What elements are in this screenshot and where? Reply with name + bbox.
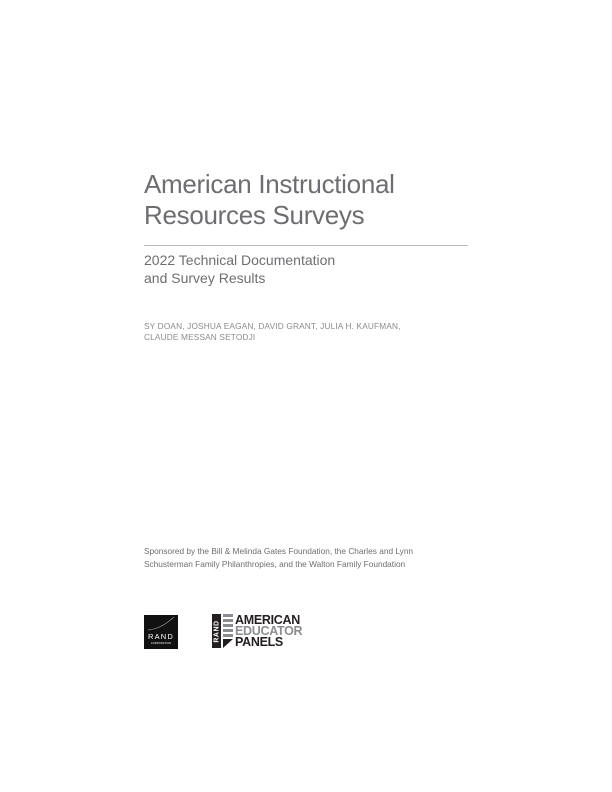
report-subtitle-line-2: and Survey Results — [144, 270, 266, 286]
aep-wordmark-educator: EDUCATOR — [235, 624, 303, 638]
report-subtitle — [144, 251, 464, 287]
author-list-line-1: SY DOAN, JOSHUA EAGAN, DAVID GRANT, JULIA H. KAUFMAN, — [144, 321, 401, 331]
author-list-line-2: CLAUDE MESSAN SETODJI — [144, 332, 256, 342]
aep-wordmark-american: AMERICAN — [235, 613, 300, 627]
aep-wordmark-panels: PANELS — [235, 635, 283, 649]
sponsor-statement-line-2: Schusterman Family Philanthropies, and the Walton Family Foundation — [144, 559, 406, 569]
report-title-line-1: American Instructional — [144, 169, 395, 199]
title-divider — [144, 245, 468, 246]
aep-rand-vertical-tab — [212, 614, 221, 648]
report-subtitle-line-1: 2022 Technical Documentation — [144, 252, 336, 268]
aep-rand-vertical-label: RAND — [213, 620, 221, 643]
author-list — [144, 321, 474, 343]
report-title — [144, 169, 484, 231]
aep-stripes-icon — [223, 614, 233, 648]
sponsor-statement-line-1: Sponsored by the Bill & Melinda Gates Foundation, the Charles and Lynn — [144, 546, 414, 556]
rand-corporation-label: CORPORATION — [150, 642, 172, 645]
rand-corporation-logo — [144, 615, 178, 649]
report-title-line-2: Resources Surveys — [144, 200, 365, 230]
sponsor-statement — [144, 545, 474, 571]
american-educator-panels-logo — [212, 614, 312, 650]
rand-wordmark: RAND — [147, 632, 175, 641]
